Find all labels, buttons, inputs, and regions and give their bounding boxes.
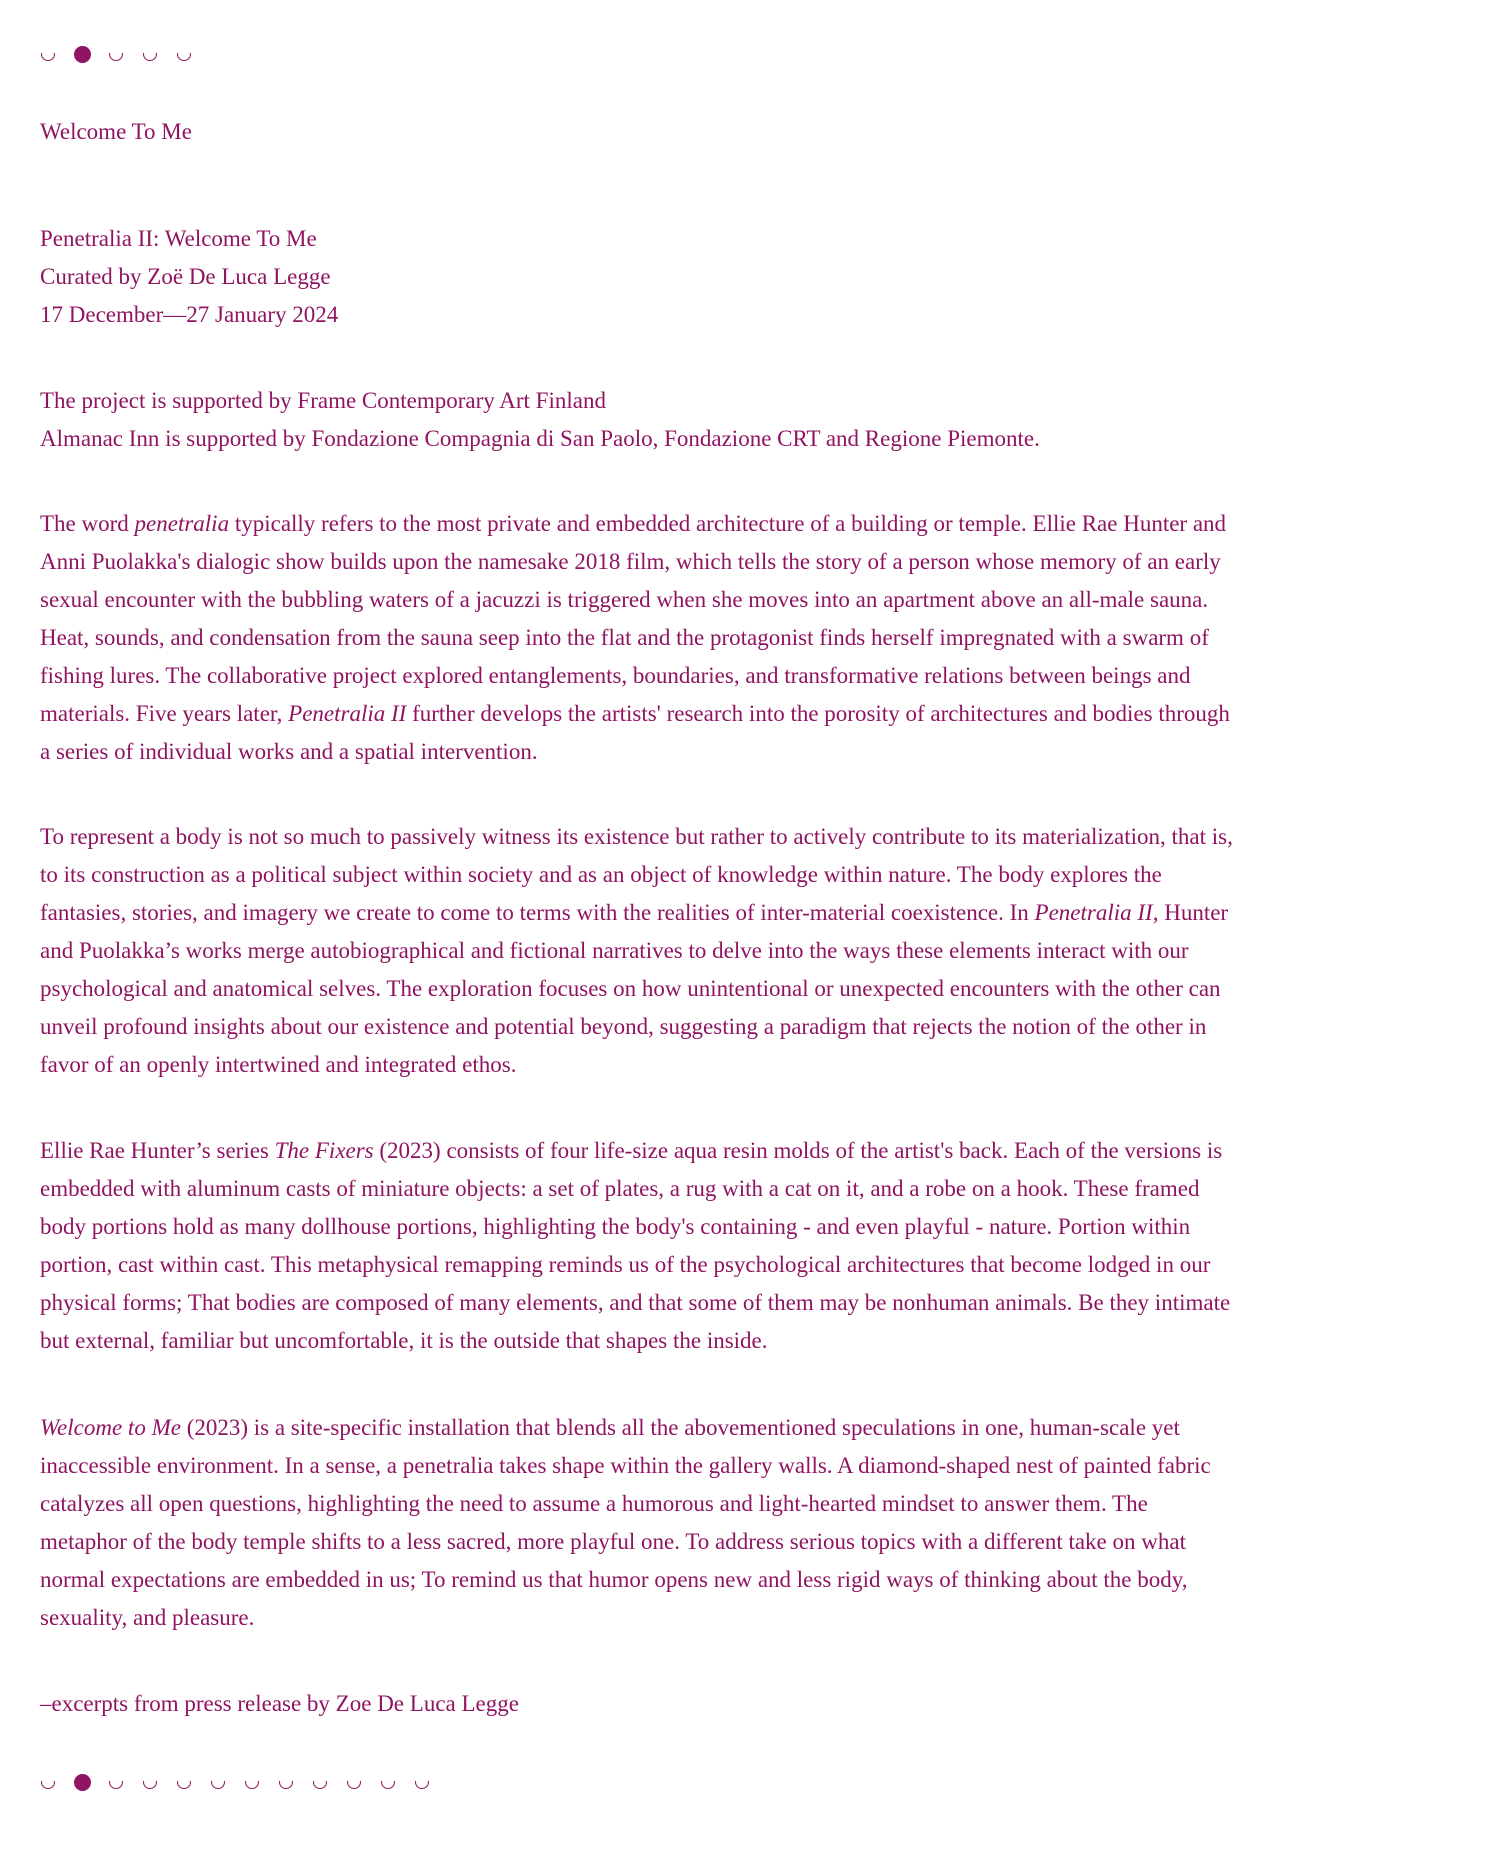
exhibition-dates: 17 December—27 January 2024 <box>40 302 339 327</box>
italic-title: Welcome to Me <box>40 1415 181 1440</box>
pager-dot[interactable] <box>380 1768 414 1798</box>
arc-dot-icon <box>245 1781 259 1789</box>
text-run: , Hunter and Puolakka’s works merge autobiographical and fictional narratives to delve into the ways these elements interact with our psychological and anatomical selves. The exploration focuses on how unintentional or unexpected encounters with the other can unveil profound insights about our existence and potential beyond, suggesting a paradigm that rejects the notion of the other in favor of an openly intertwined and integrated ethos. <box>40 900 1229 1077</box>
arc-dot-icon <box>381 1781 395 1789</box>
pager-dot[interactable] <box>244 1768 278 1798</box>
curator-line: Curated by Zoë De Luca Legge <box>40 264 331 289</box>
arc-dot-icon <box>279 1781 293 1789</box>
support-credits <box>40 382 1240 458</box>
arc-dot-icon <box>347 1781 361 1789</box>
pager-dot[interactable] <box>176 40 210 70</box>
press-release-credit: –excerpts from press release by Zoe De Luca Legge <box>40 1691 519 1716</box>
pager-dot[interactable] <box>210 1768 244 1798</box>
arc-dot-icon <box>143 1781 157 1789</box>
text-run: The word <box>40 511 135 536</box>
arc-dot-icon <box>177 1781 191 1789</box>
image-pager-bottom <box>40 1768 448 1798</box>
italic-title: The Fixers <box>274 1138 374 1163</box>
exhibition-info <box>40 220 1240 334</box>
text-run: Ellie Rae Hunter’s series <box>40 1138 275 1163</box>
pager-dot[interactable] <box>414 1768 448 1798</box>
text-run: typically refers to the most private and embedded architecture of a building or temple. Ellie Rae Hunter and Anni Puolakka's dialogic show builds upon the namesake 2018 film, which tells the story of a person whose memory of an early sexual encounter with the bubbling waters of a jacuzzi is triggered when she moves into an apartment above an all-male sauna. Heat, sounds, and condensation from the sauna seep into the flat and the protagonist finds herself impregnated with a swarm of fishing lures. The collaborative project explored entanglements, boundaries, and transformative relations between beings and materials. Five years later, <box>40 511 1227 726</box>
arc-dot-icon <box>177 53 191 61</box>
pager-dot[interactable] <box>142 1768 176 1798</box>
pager-dot[interactable] <box>108 1768 142 1798</box>
arc-dot-icon <box>109 1781 123 1789</box>
paragraph-welcome-to-me <box>40 1409 1240 1637</box>
arc-dot-icon <box>211 1781 225 1789</box>
exhibition-name: Penetralia II: Welcome To Me <box>40 226 317 251</box>
italic-title: Penetralia II <box>1034 900 1153 925</box>
pager-dot[interactable] <box>278 1768 312 1798</box>
pager-dot[interactable] <box>312 1768 346 1798</box>
image-pager-top <box>40 40 210 70</box>
arc-dot-icon <box>41 1781 55 1789</box>
filled-dot-icon <box>74 1774 91 1791</box>
arc-dot-icon <box>109 53 123 61</box>
project-support: The project is supported by Frame Contemporary Art Finland <box>40 388 606 413</box>
italic-title: Penetralia II <box>288 701 407 726</box>
arc-dot-icon <box>143 53 157 61</box>
arc-dot-icon <box>313 1781 327 1789</box>
arc-dot-icon <box>41 53 55 61</box>
paragraph-intro <box>40 505 1240 771</box>
pager-dot[interactable] <box>176 1768 210 1798</box>
italic-term: penetralia <box>134 511 230 536</box>
pager-dot[interactable] <box>108 40 142 70</box>
arc-dot-icon <box>415 1781 429 1789</box>
page-title: Welcome To Me <box>40 119 192 144</box>
paragraph-the-fixers <box>40 1132 1240 1360</box>
text-run: (2023) consists of four life-size aqua resin molds of the artist's back. Each of the versions is embedded with aluminum casts of miniature objects: a set of plates, a rug with a cat on it, and a robe on a hook. These framed body portions hold as many dollhouse portions, highlighting the body's containing - and even playful - nature. Portion within portion, cast within cast. This metaphysical remapping reminds us of the psychological architectures that become lodged in our physical forms; That bodies are composed of many elements, and that some of them may be nonhuman animals. Be they intimate but external, familiar but uncomfortable, it is the outside that shapes the inside. <box>40 1138 1231 1353</box>
text-run: (2023) is a site-specific installation that blends all the abovementioned speculations in one, human-scale yet inaccessible environment. In a sense, a penetralia takes shape within the gallery walls. A diamond-shaped nest of painted fabric catalyzes all open questions, highlighting the need to assume a humorous and light-hearted mindset to answer them. The metaphor of the body temple shifts to a less sacred, more playful one. To address serious topics with a different take on what normal expectations are embedded in us; To remind us that humor opens new and less rigid ways of thinking about the body, sexuality, and pleasure. <box>40 1415 1211 1630</box>
filled-dot-icon <box>74 46 91 63</box>
pager-dot[interactable] <box>346 1768 380 1798</box>
pager-dot-active[interactable] <box>74 40 108 70</box>
venue-support: Almanac Inn is supported by Fondazione Compagnia di San Paolo, Fondazione CRT and Regione Piemonte. <box>40 426 1040 451</box>
pager-dot[interactable] <box>40 1768 74 1798</box>
pager-dot[interactable] <box>40 40 74 70</box>
text-run: To represent a body is not so much to passively witness its existence but rather to actively contribute to its materialization, that is, to its construction as a political subject within society and as an object of knowledge within nature. The body explores the fantasies, stories, and imagery we create to come to terms with the realities of inter-material coexistence. In <box>40 824 1233 925</box>
pager-dot[interactable] <box>142 40 176 70</box>
pager-dot-active[interactable] <box>74 1768 108 1798</box>
paragraph-body <box>40 818 1240 1084</box>
text-run: further develops the artists' research into the porosity of architectures and bodies through a series of individual works and a spatial intervention. <box>40 701 1230 764</box>
